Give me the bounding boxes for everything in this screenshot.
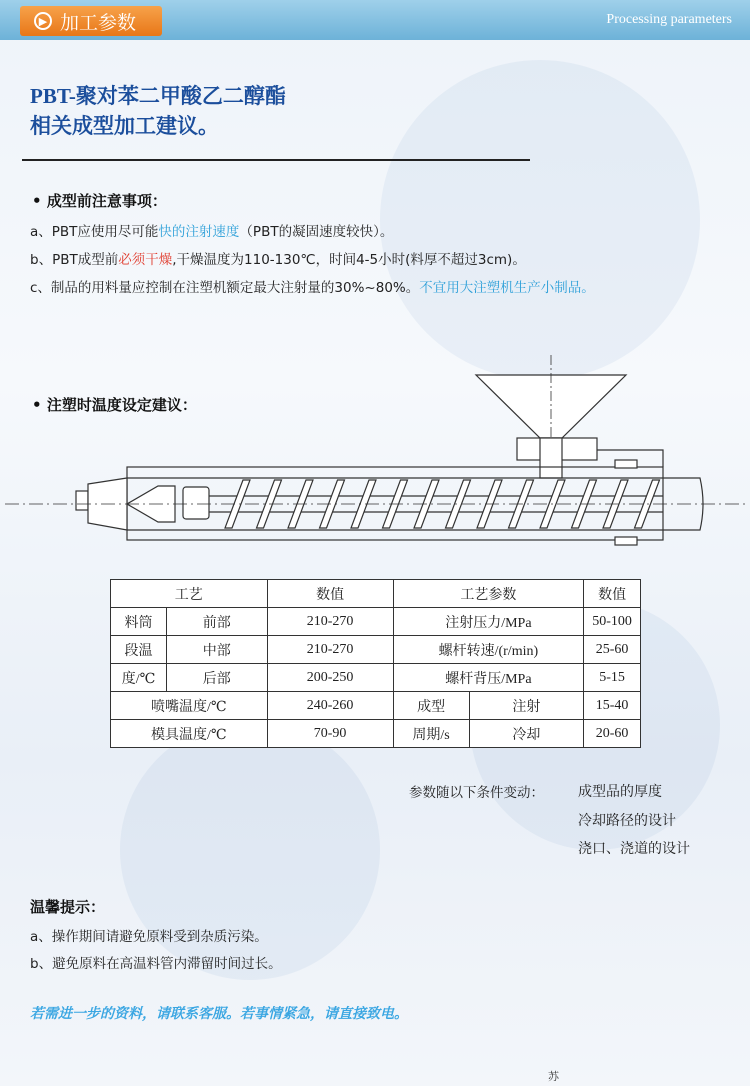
title-divider	[22, 159, 530, 161]
pre-molding-heading	[32, 190, 167, 211]
note-c	[30, 276, 595, 296]
table-row	[111, 664, 641, 692]
cycle-label: 成型	[393, 692, 469, 720]
table-row	[111, 636, 641, 664]
barrel-label: 段温	[111, 636, 167, 664]
variation-item: 浇口、浇道的设计	[578, 841, 690, 857]
page-title: PBT-聚对苯二甲酸乙二醇酯	[30, 84, 286, 108]
header-cell: 工艺	[111, 580, 268, 608]
tips-heading: 温馨提示：	[30, 898, 106, 916]
variation-item: 成型品的厚度	[578, 784, 662, 800]
note-a-prefix: a、PBT应使用尽可能	[30, 224, 159, 240]
injection-screw-diagram	[0, 350, 750, 560]
value-cell: 240-260	[267, 692, 393, 720]
tip-item: a、操作期间请避免原料受到杂质污染。	[30, 929, 268, 945]
page-subtitle: 相关成型加工建议。	[30, 114, 219, 138]
contact-note: 若需进一步的资料，请联系客服。若事情紧急，请直接致电。	[30, 1006, 408, 1022]
section-tab-label: 加工参数	[60, 11, 137, 34]
section-english-title: Processing parameters	[606, 12, 732, 27]
value-cell: 70-90	[267, 720, 393, 748]
zone-cell: 中部	[167, 636, 268, 664]
table-header-row	[111, 580, 641, 608]
param-cell: 螺杆转速/(r/min)	[393, 636, 584, 664]
cycle-name-cell: 冷却	[469, 720, 584, 748]
value-cell: 50-100	[584, 608, 641, 636]
variation-item: 冷却路径的设计	[578, 813, 676, 829]
note-b-prefix: b、PBT成型前	[30, 252, 119, 268]
param-cell: 螺杆背压/MPa	[393, 664, 584, 692]
value-cell: 15-40	[584, 692, 641, 720]
bullet-icon: •	[32, 192, 42, 210]
value-cell: 5-15	[584, 664, 641, 692]
tip-item: b、避免原料在高温料管内滞留时间过长。	[30, 956, 282, 972]
temp-heading-text: 注塑时温度设定建议：	[46, 396, 197, 414]
cycle-label: 周期/s	[393, 720, 469, 748]
table-row	[111, 692, 641, 720]
zone-cell: 前部	[167, 608, 268, 636]
value-cell: 25-60	[584, 636, 641, 664]
background-decoration	[380, 60, 700, 380]
barrel-label: 度/℃	[111, 664, 167, 692]
header-bar	[0, 0, 750, 40]
note-b-suffix: ,干燥温度为110-130℃，时间4-5小时(料厚不超过3cm)。	[172, 252, 526, 268]
value-cell: 210-270	[267, 608, 393, 636]
section-tab	[20, 6, 162, 36]
header-cell: 工艺参数	[393, 580, 584, 608]
corner-text: 苏	[548, 1070, 559, 1083]
note-c-highlight: 不宜用大注塑机生产小制品。	[419, 280, 595, 296]
note-b-highlight: 必须干燥	[118, 252, 173, 268]
header-cell: 数值	[584, 580, 641, 608]
mold-label: 模具温度/℃	[111, 720, 268, 748]
value-cell: 210-270	[267, 636, 393, 664]
variation-label: 参数随以下条件变动：	[409, 785, 544, 801]
parameters-table	[110, 579, 641, 748]
param-cell: 注射压力/MPa	[393, 608, 584, 636]
note-a	[30, 220, 393, 240]
bullet-icon: •	[32, 396, 42, 414]
table-row	[111, 720, 641, 748]
note-b	[30, 248, 526, 268]
table-row	[111, 608, 641, 636]
zone-cell: 后部	[167, 664, 268, 692]
note-a-suffix: （PBT的凝固速度较快）。	[239, 224, 394, 240]
barrel-label: 料筒	[111, 608, 167, 636]
note-a-highlight: 快的注射速度	[158, 224, 240, 240]
value-cell: 20-60	[584, 720, 641, 748]
pre-molding-heading-text: 成型前注意事项：	[46, 192, 167, 210]
nozzle-label: 喷嘴温度/℃	[111, 692, 268, 720]
header-cell: 数值	[267, 580, 393, 608]
play-circle-icon: ▶	[34, 12, 52, 30]
cycle-name-cell: 注射	[469, 692, 584, 720]
note-c-prefix: c、制品的用料量应控制在注塑机额定最大注射量的30%~80%。	[30, 280, 420, 296]
value-cell: 200-250	[267, 664, 393, 692]
